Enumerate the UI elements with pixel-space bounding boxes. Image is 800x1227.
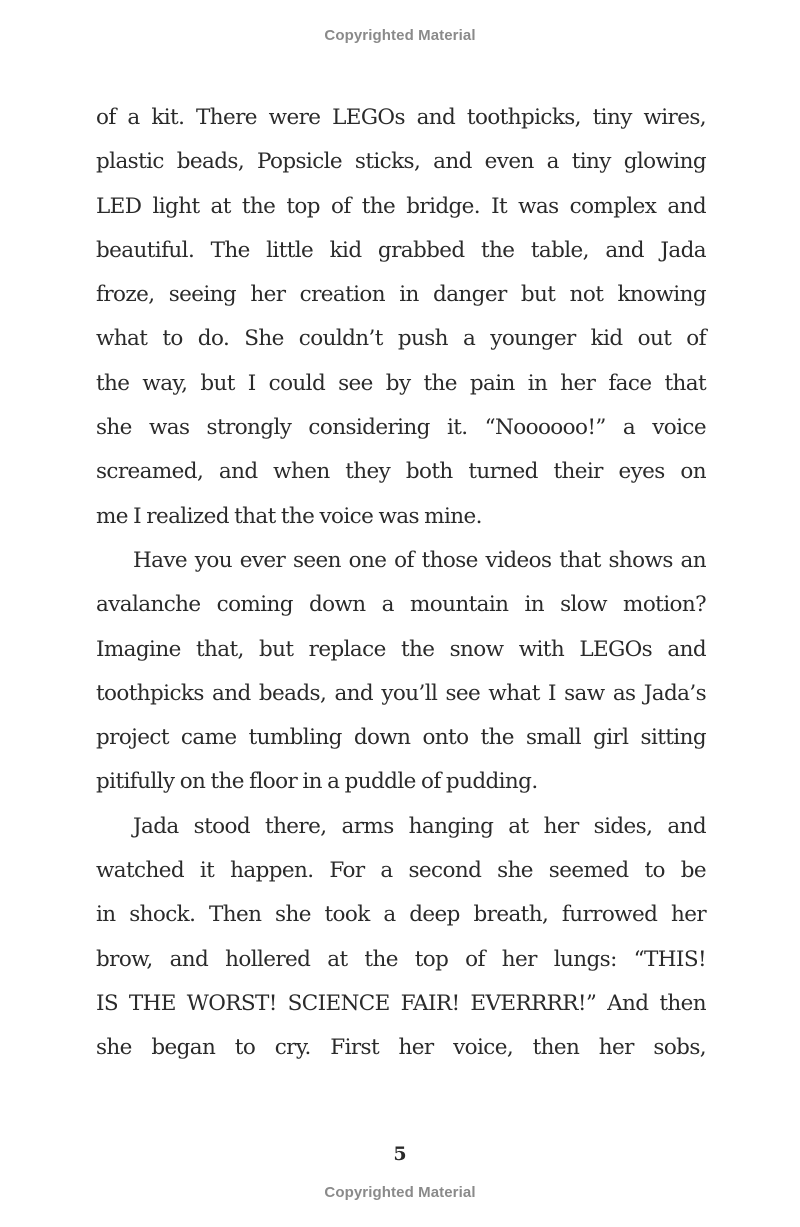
paragraph-2: [96, 539, 706, 805]
text-line: Imagine that, but replace the snow with LEGOs and: [96, 636, 706, 662]
page-number: 5: [393, 1143, 407, 1165]
text-line: pitifully on the floor in a puddle of pudding.: [96, 769, 538, 795]
text-line: she began to cry. First her voice, then her sobs,: [96, 1035, 706, 1061]
paragraph-3: [96, 805, 706, 1071]
text-line: plastic beads, Popsicle sticks, and even a tiny glowing: [96, 149, 706, 175]
copyright-watermark-bottom: Copyrighted Material: [324, 1184, 476, 1201]
text-line: beautiful. The little kid grabbed the table, and Jada: [96, 237, 706, 263]
text-line: toothpicks and beads, and you’ll see what I saw as Jada’s: [96, 680, 706, 706]
text-line: screamed, and when they both turned their eyes on: [96, 459, 706, 485]
text-line: avalanche coming down a mountain in slow motion?: [96, 592, 706, 618]
copyright-watermark-top: Copyrighted Material: [324, 27, 476, 44]
text-line: she was strongly considering it. “Noooooo!” a voice: [96, 415, 706, 441]
page-body-text: [96, 96, 706, 1071]
text-line: project came tumbling down onto the small girl sitting: [96, 725, 706, 751]
text-line: froze, seeing her creation in danger but not knowing: [96, 282, 706, 308]
text-line: LED light at the top of the bridge. It was complex and: [96, 193, 706, 219]
text-line: brow, and hollered at the top of her lungs: “THIS!: [96, 946, 706, 972]
paragraph-1: [96, 96, 706, 539]
text-line: Jada stood there, arms hanging at her sides, and: [133, 813, 706, 839]
text-line: the way, but I could see by the pain in her face that: [96, 370, 706, 396]
text-line: what to do. She couldn’t push a younger kid out of: [96, 326, 706, 352]
text-line: watched it happen. For a second she seemed to be: [96, 858, 706, 884]
text-line: me I realized that the voice was mine.: [96, 503, 482, 529]
text-line: of a kit. There were LEGOs and toothpicks, tiny wires,: [96, 105, 706, 130]
text-line: in shock. Then she took a deep breath, furrowed her: [96, 902, 706, 928]
text-line: IS THE WORST! SCIENCE FAIR! EVERRRR!” And then: [96, 990, 706, 1016]
text-line: Have you ever seen one of those videos that shows an: [133, 547, 706, 573]
